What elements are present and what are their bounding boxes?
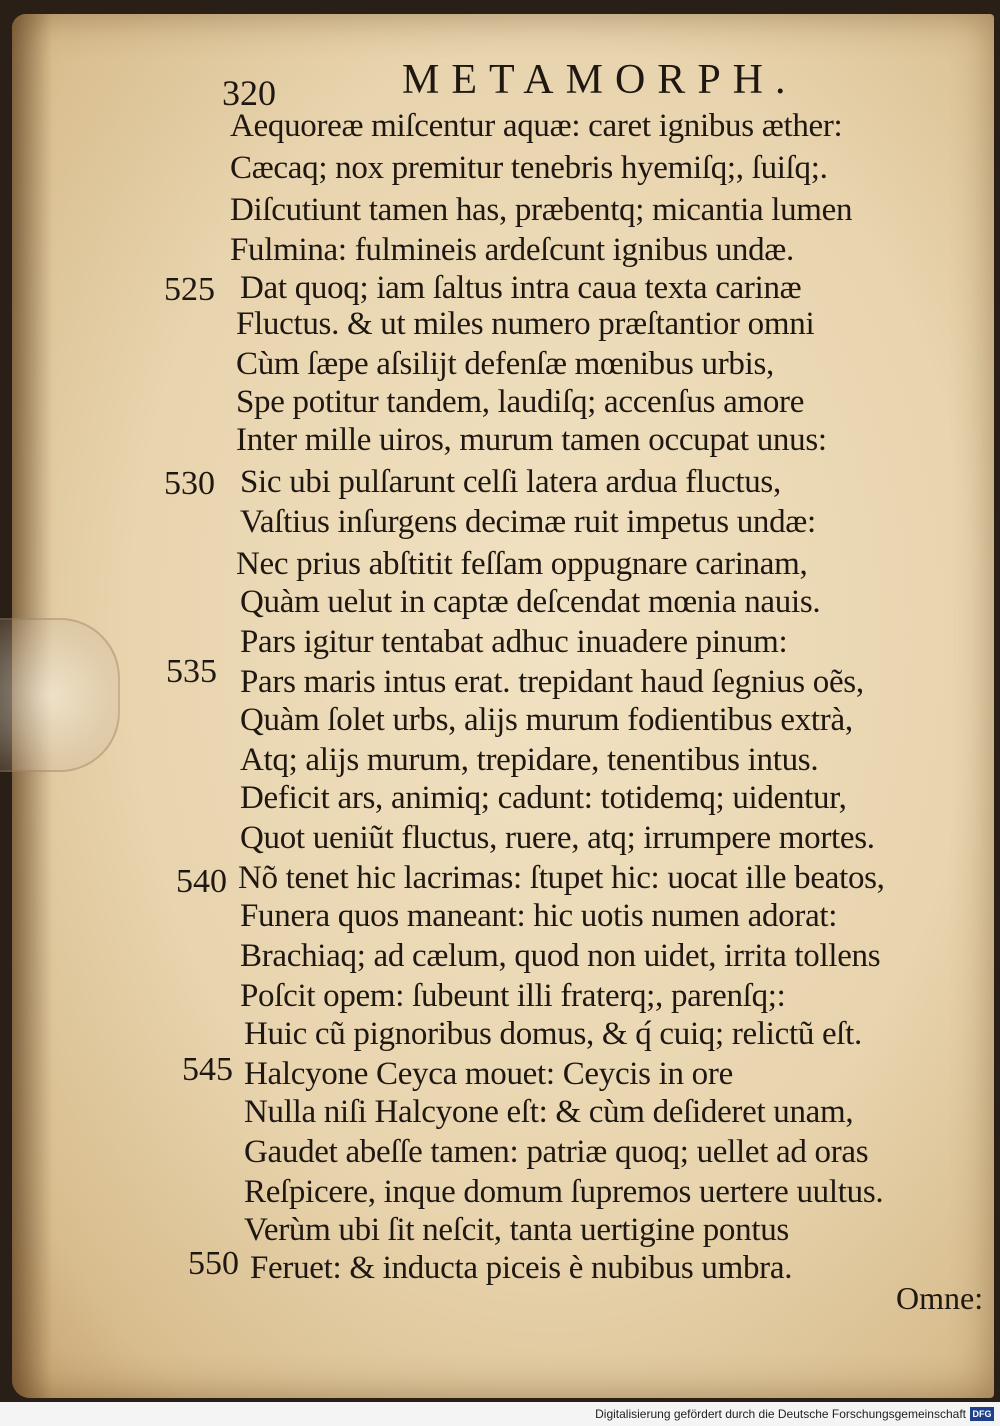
verse-line: Quàm uelut in captæ deſcendat mœnia nauis. <box>240 584 821 620</box>
verse-line: Brachiaq; ad cælum, quod non uidet, irrita tollens <box>240 938 881 974</box>
verse-line: Poſcit opem: ſubeunt illi fraterq;, parenſq;: <box>240 978 786 1014</box>
verse-line: Deficit ars, animiq; cadunt: totidemq; uidentur, <box>240 780 847 816</box>
verse-line: Nec prius abſtitit feſſam oppugnare carinam, <box>236 546 808 582</box>
catchword: Omne: <box>896 1280 984 1316</box>
book-clasp <box>0 618 120 772</box>
dfg-logo-icon: DFG <box>970 1407 994 1421</box>
verse-line: Gaudet abeſſe tamen: patriæ quoq; uellet ad oras <box>244 1134 869 1170</box>
verse-line: Inter mille uiros, murum tamen occupat unus: <box>236 422 827 458</box>
line-number: 530 <box>164 465 215 502</box>
verse-line: Funera quos maneant: hic uotis numen adorat: <box>240 898 838 934</box>
verse-line: Cæcaq; nox premitur tenebris hyemiſq;, ſuiſq;. <box>230 150 828 186</box>
verse-line: Aequoreæ miſcentur aquæ: caret ignibus æther: <box>230 108 843 144</box>
verse-line: Vaſtius inſurgens decimæ ruit impetus undæ: <box>240 504 816 540</box>
verse-line: Sic ubi pulſarunt celſi latera ardua fluctus, <box>240 464 781 500</box>
verse-line: Quàm ſolet urbs, alijs murum fodientibus extrà, <box>240 702 853 738</box>
running-head: METAMORPH. <box>402 57 798 103</box>
verse-line: Atq; alijs murum, trepidare, tenentibus intus. <box>240 742 819 778</box>
verse-line: Verùm ubi ſit neſcit, tanta uertigine pontus <box>244 1212 789 1248</box>
digitization-footer <box>0 1402 1000 1426</box>
verse-line: Pars maris intus erat. trepidant haud ſegnius oẽs, <box>240 664 864 700</box>
verse-line: Fulmina: fulmineis ardeſcunt ignibus undæ. <box>230 232 794 268</box>
verse-line: Fluctus. & ut miles numero præſtantior omni <box>236 306 815 342</box>
line-number: 550 <box>188 1245 239 1282</box>
line-number: 540 <box>176 863 227 900</box>
line-number: 535 <box>166 653 217 690</box>
line-number: 545 <box>182 1051 233 1088</box>
verse-line: Diſcutiunt tamen has, præbentq; micantia lumen <box>230 192 853 228</box>
line-number: 525 <box>164 271 215 308</box>
verse-line: Nõ tenet hic lacrimas: ſtupet hic: uocat ille beatos, <box>238 860 885 896</box>
verse-line: Spe potitur tandem, laudiſq; accenſus amore <box>236 384 805 420</box>
verse-line: Pars igitur tentabat adhuc inuadere pinum: <box>240 624 788 660</box>
verse-line: Huic cũ pignoribus domus, & q́ cuiq; relictũ eſt. <box>244 1016 862 1052</box>
page-number: 320 <box>222 73 276 113</box>
verse-line: Quot ueniũt fluctus, ruere, atq; irrumpere mortes. <box>240 820 875 856</box>
verse-line: Cùm ſæpe aſsilijt defenſæ mœnibus urbis, <box>236 346 774 382</box>
verse-line: Reſpicere, inque domum ſupremos uertere uultus. <box>244 1174 884 1210</box>
verse-line: Halcyone Ceyca mouet: Ceycis in ore <box>244 1056 733 1092</box>
verse-line: Dat quoq; iam ſaltus intra caua texta carinæ <box>240 270 802 306</box>
footer-credit: Digitalisierung gefördert durch die Deutsche Forschungsgemeinschaft <box>595 1407 966 1421</box>
verse-line: Feruet: & inducta piceis è nubibus umbra. <box>250 1250 793 1286</box>
verse-line: Nulla niſi Halcyone eſt: & cùm deſideret unam, <box>244 1094 854 1130</box>
